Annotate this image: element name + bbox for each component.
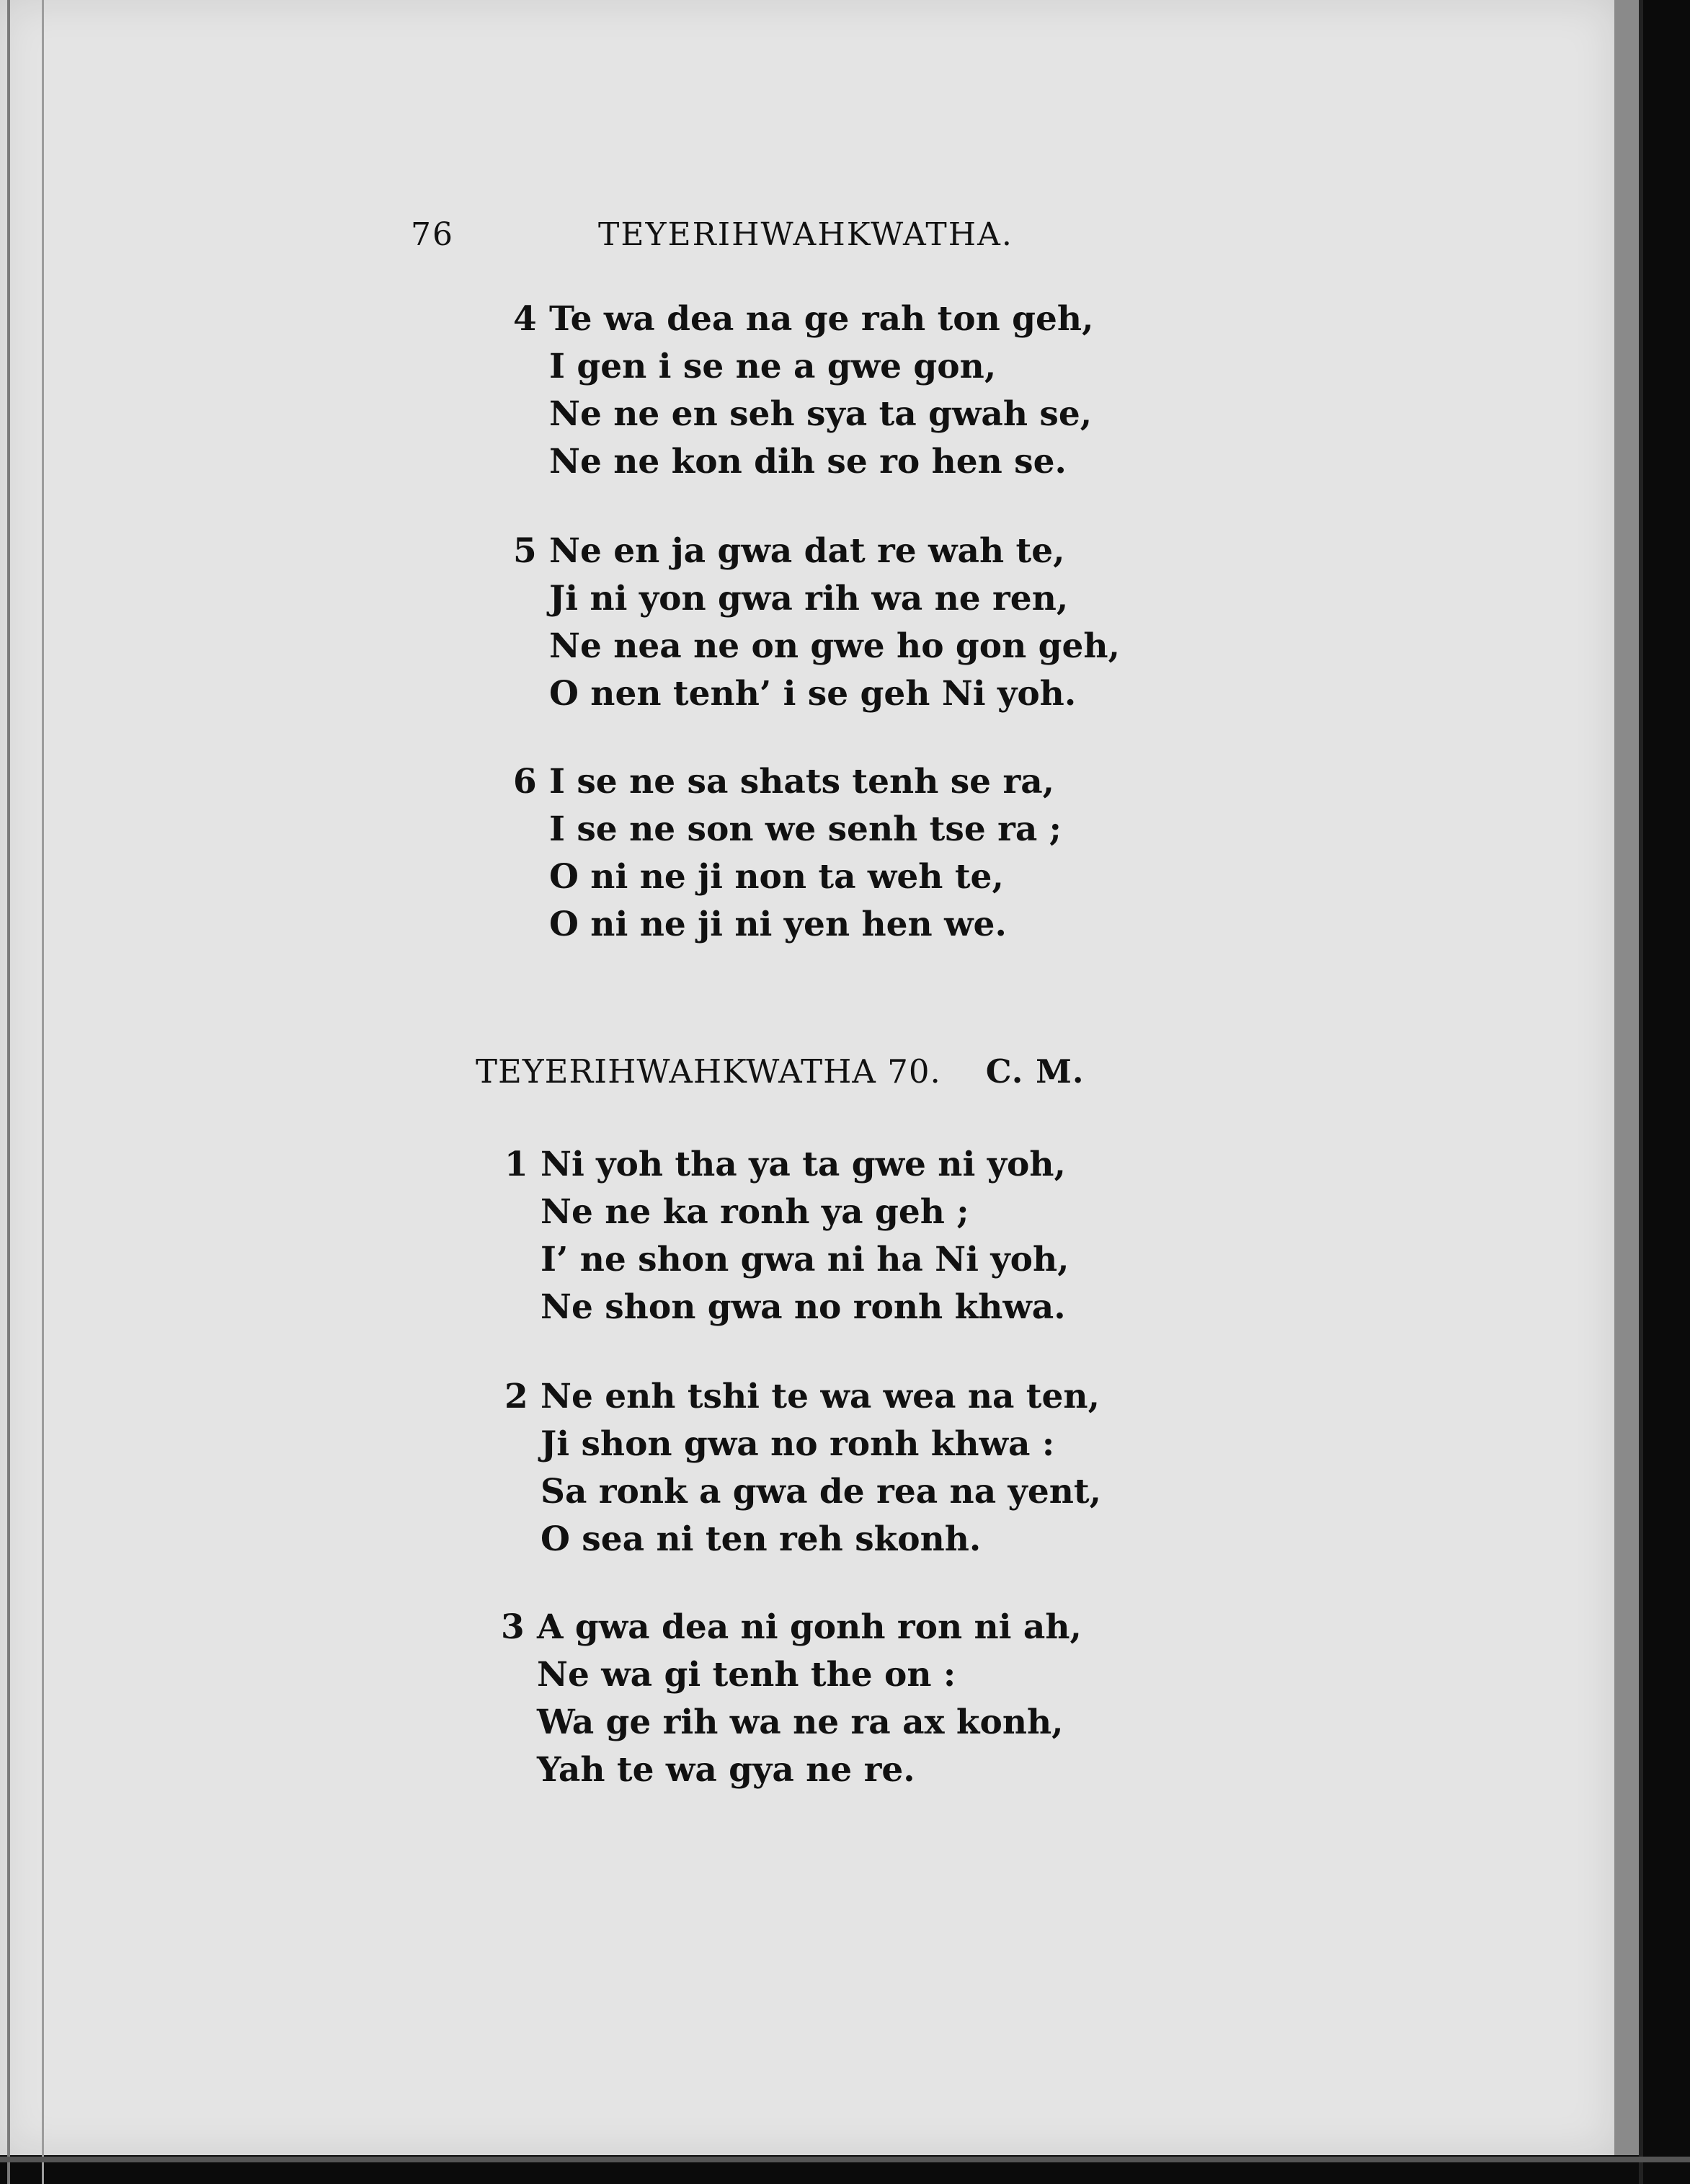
stanza-line: Ne nea ne on gwe ho gon geh, — [549, 626, 1120, 666]
hymn-title-text: TEYERIHWAHKWATHA 70. — [476, 1052, 941, 1091]
stanza-number: 4 — [513, 299, 537, 339]
hymn-meter: C. M. — [985, 1052, 1085, 1091]
stanza-line: Ne enh tshi te wa wea na ten, — [541, 1377, 1100, 1416]
stanza-line: Ne shon gwa no ronh khwa. — [541, 1287, 1066, 1327]
stanza-line: I se ne son we senh tse ra ; — [549, 809, 1062, 849]
running-title: TEYERIHWAHKWATHA. — [598, 216, 1013, 253]
page-margin-line — [42, 0, 44, 2184]
page-edge-line — [7, 0, 10, 2184]
stanza-line: Sa ronk a gwa de rea na yent, — [541, 1472, 1101, 1512]
stanza-line: Ji shon gwa no ronh khwa : — [541, 1424, 1055, 1464]
stanza-2 — [504, 1373, 1101, 1563]
stanza-line: I gen i se ne a gwe gon, — [549, 347, 997, 386]
stanza-line: O ni ne ji ni yen hen we. — [549, 905, 1007, 944]
page-header — [411, 216, 1160, 259]
stanza-line: Ne ne kon dih se ro hen se. — [549, 442, 1067, 481]
page-number: 76 — [411, 216, 454, 253]
hymn-title — [476, 1052, 1085, 1091]
stanza-number: 2 — [504, 1377, 528, 1416]
stanza-line: Ne en ja gwa dat re wah te, — [549, 531, 1065, 571]
stanza-line: A gwa dea ni gonh ron ni ah, — [537, 1607, 1082, 1647]
stanza-5 — [513, 528, 1120, 718]
stanza-line: I’ ne shon gwa ni ha Ni yoh, — [541, 1240, 1069, 1279]
stanza-line: O ni ne ji non ta weh te, — [549, 857, 1004, 897]
stanza-1 — [504, 1141, 1069, 1331]
stanza-line: Wa ge rih wa ne ra ax konh, — [537, 1703, 1064, 1742]
stanza-4 — [513, 296, 1093, 486]
stanza-number: 1 — [504, 1145, 528, 1184]
stanza-line: Ji ni yon gwa rih wa ne ren, — [549, 579, 1069, 618]
stanza-line: Te wa dea na ge rah ton geh, — [549, 299, 1094, 339]
stanza-line: O sea ni ten reh skonh. — [541, 1519, 982, 1559]
book-gutter-shadow — [1643, 0, 1690, 2184]
stanza-line: O nen tenh’ i se geh Ni yoh. — [549, 674, 1077, 714]
stanza-line: I se ne sa shats tenh se ra, — [549, 762, 1055, 802]
stanza-line: Ni yoh tha ya ta gwe ni yoh, — [541, 1145, 1066, 1184]
stanza-line: Ne ne ka ronh ya geh ; — [541, 1192, 969, 1232]
stanza-line: Ne wa gi tenh the on : — [537, 1655, 956, 1695]
stanza-line: Yah te wa gya ne re. — [537, 1750, 915, 1790]
stanza-number: 5 — [513, 531, 537, 571]
stanza-3 — [501, 1604, 1082, 1794]
stanza-number: 6 — [513, 762, 537, 802]
stanza-number: 3 — [501, 1607, 525, 1647]
stanza-6 — [513, 758, 1062, 949]
stanza-line: Ne ne en seh sya ta gwah se, — [549, 394, 1093, 434]
page-bottom-edge — [0, 2157, 1690, 2162]
